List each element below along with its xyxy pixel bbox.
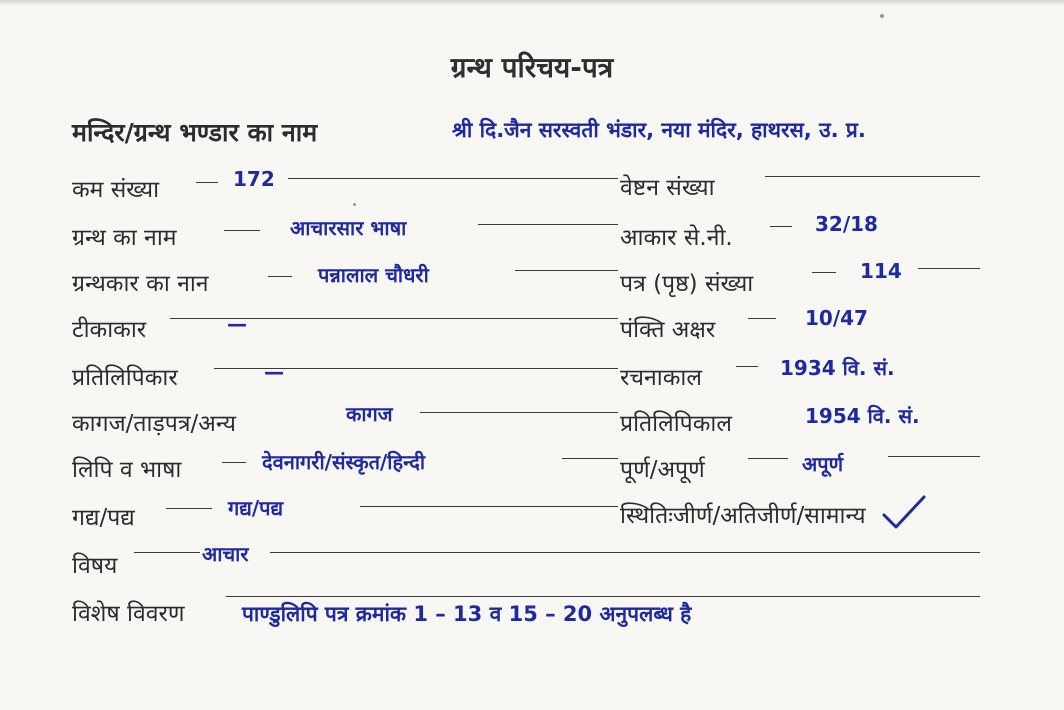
field-line [748, 318, 776, 319]
copyist-label: प्रतिलिपिकार [72, 365, 178, 391]
subject-value: आचार [202, 542, 249, 566]
author-label: ग्रन्थकार का नान [72, 271, 209, 297]
copy-period-value: 1954 वि. सं. [805, 404, 920, 428]
field-line [562, 458, 618, 459]
field-line [812, 272, 836, 273]
special-details-label: विशेष विवरण [72, 601, 185, 627]
special-details-value: पाण्डुलिपि पत्र क्रमांक 1 – 13 व 15 – 20 अनुपलब्ध है [242, 602, 692, 626]
pages-value: 114 [860, 259, 902, 283]
copy-period-label: प्रतिलिपिकाल [620, 411, 732, 437]
field-line [515, 270, 618, 271]
field-line [888, 456, 980, 457]
prose-verse-label: गद्य/पद्य [72, 505, 135, 531]
field-line [134, 552, 200, 553]
field-line [765, 176, 980, 177]
field-line [288, 178, 618, 179]
line-letters-label: पंक्ति अक्षर [620, 317, 716, 343]
line-letters-value: 10/47 [805, 306, 868, 330]
material-value: कागज [346, 402, 393, 426]
commentator-value: — [227, 312, 247, 336]
size-value: 32/18 [815, 212, 878, 236]
field-line [478, 224, 618, 225]
subject-label: विषय [72, 553, 118, 579]
paper-speck [353, 203, 356, 206]
prose-verse-value: गद्य/पद्य [228, 496, 284, 520]
script-language-label: लिपि व भाषा [72, 457, 182, 483]
form-title: ग्रन्थ परिचय-पत्र [450, 51, 614, 84]
serial-number-label: कम संख्या [72, 177, 160, 203]
author-value: पन्नालाल चौधरी [318, 263, 429, 287]
field-line [268, 276, 292, 277]
book-name-value: आचारसार भाषा [290, 216, 407, 240]
serial-number-value: 172 [233, 167, 275, 191]
composition-period-label: रचनाकाल [620, 365, 702, 391]
temple-label: मन्दिर/ग्रन्थ भण्डार का नाम [72, 118, 318, 147]
field-line [420, 412, 618, 413]
card-top-edge [0, 0, 1064, 6]
completeness-label: पूर्ण/अपूर्ण [620, 457, 705, 483]
script-language-value: देवनागरी/संस्कृत/हिन्दी [262, 450, 426, 474]
field-line [196, 182, 218, 183]
pages-label: पत्र (पृष्ठ) संख्या [620, 271, 754, 297]
book-name-label: ग्रन्थ का नाम [72, 225, 177, 251]
paper-speck [880, 14, 884, 18]
wrapper-number-label: वेष्टन संख्या [620, 175, 715, 201]
completeness-value: अपूर्ण [802, 452, 844, 476]
field-line [226, 596, 980, 597]
size-label: आकार से.नी. [620, 225, 733, 251]
field-line [222, 462, 246, 463]
commentator-label: टीकाकार [72, 317, 147, 343]
composition-period-value: 1934 वि. सं. [780, 356, 895, 380]
field-line [918, 268, 980, 269]
field-line [270, 552, 980, 553]
material-label: कागज/ताड़पत्र/अन्य [72, 411, 236, 437]
condition-label: स्थितिःजीर्ण/अतिजीर्ण/सामान्य [620, 503, 866, 529]
field-line [736, 366, 758, 367]
checkmark-icon [880, 493, 930, 533]
field-line [360, 506, 618, 507]
field-line [748, 458, 788, 459]
field-line [224, 230, 260, 231]
field-line [770, 226, 792, 227]
temple-value: श्री दि.जैन सरस्वती भंडार, नया मंदिर, हाथरस, उ. प्र. [452, 118, 866, 142]
copyist-value: — [264, 360, 284, 384]
field-line [166, 508, 212, 509]
